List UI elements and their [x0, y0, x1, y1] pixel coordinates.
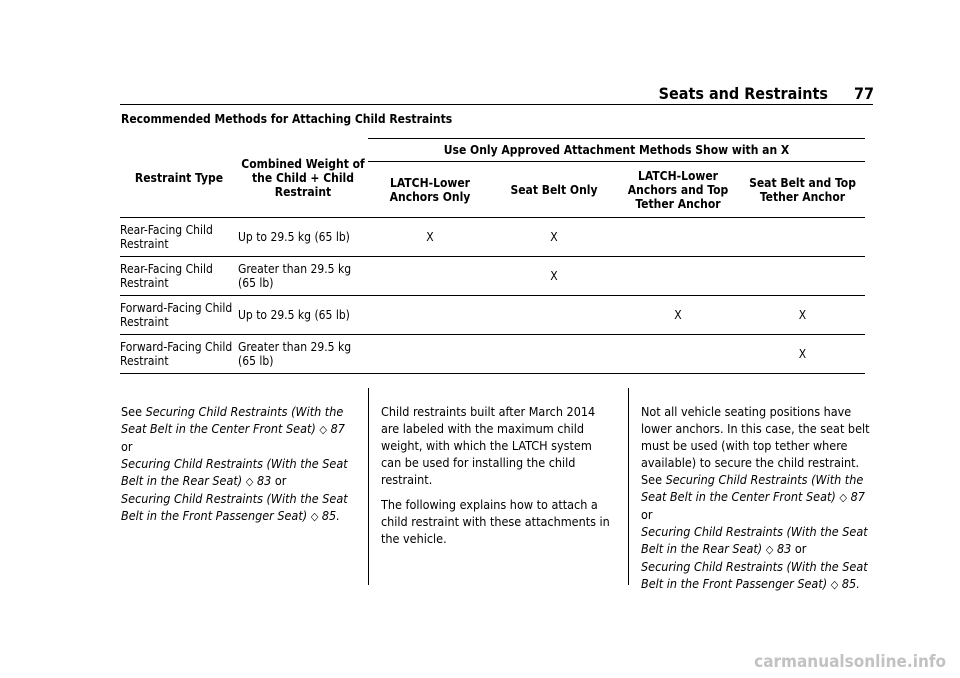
page-reference-arrow-icon: ◇ — [245, 475, 254, 488]
page-reference-arrow-icon: ◇ — [765, 543, 774, 556]
cell-weight: Greater than 29.5 kg (65 lb) — [238, 335, 368, 374]
header-restraint-type: Restraint Type — [134, 170, 224, 185]
cross-reference-link[interactable]: Securing Child Restraints (With the Seat Belt in the Front Passenger Seat) — [121, 491, 348, 523]
page-reference[interactable]: 85. — [321, 508, 340, 523]
cell-latch-lower — [368, 257, 492, 296]
child-restraint-table — [120, 138, 865, 374]
cell-seat-belt: X — [492, 257, 616, 296]
page-header — [659, 84, 874, 103]
cross-reference-link[interactable]: Securing Child Restraints (With the Seat Belt in the Front Passenger Seat) — [641, 559, 868, 591]
cell-restraint-type: Forward-Facing Child Restraint — [120, 335, 238, 374]
column-divider — [628, 388, 629, 585]
page-reference[interactable]: 85. — [841, 576, 860, 591]
cell-belt-tether: X — [740, 335, 865, 374]
page-reference[interactable]: 83 — [256, 473, 272, 488]
header-latch-tether: LATCH-Lower Anchors and Top Tether Anchor — [627, 168, 729, 211]
cell-latch-tether: X — [616, 296, 740, 335]
cell-restraint-type: Rear-Facing Child Restraint — [120, 218, 238, 257]
header-divider — [120, 104, 873, 105]
header-combined-weight: Combined Weight of the Child + Child Restraint — [241, 156, 365, 199]
cell-latch-lower — [368, 335, 492, 374]
cross-reference-link[interactable]: Securing Child Restraints (With the Seat Belt in the Center Front Seat) — [641, 472, 864, 504]
page-reference-arrow-icon: ◇ — [310, 510, 319, 523]
header-belt-tether: Seat Belt and Top Tether Anchor — [749, 175, 856, 204]
section-title: Seats and Restraints — [658, 84, 828, 103]
cell-latch-tether — [616, 257, 740, 296]
page-reference-arrow-icon: ◇ — [319, 423, 327, 436]
cell-seat-belt: X — [492, 218, 616, 257]
cell-latch-lower — [368, 296, 492, 335]
page-reference[interactable]: 83 — [776, 541, 792, 556]
paragraph: The following explains how to attach a child restraint with these attachments in the vehicle. — [381, 497, 610, 546]
cell-belt-tether — [740, 257, 865, 296]
cell-seat-belt — [492, 335, 616, 374]
paragraph: Child restraints built after March 2014 are labeled with the maximum child weight, with which the LATCH system can be used for installing the child restraint. — [381, 404, 596, 487]
header-approved-methods: Use Only Approved Attachment Methods Show with an X — [368, 139, 865, 162]
cell-belt-tether: X — [740, 296, 865, 335]
page-reference-arrow-icon: ◇ — [839, 491, 847, 504]
table-row — [120, 296, 865, 335]
text-column-3 — [641, 403, 873, 601]
header-latch-lower: LATCH-Lower Anchors Only — [389, 175, 471, 204]
cell-restraint-type: Forward-Facing Child Restraint — [120, 296, 238, 335]
cross-reference-link[interactable]: Securing Child Restraints (With the Seat Belt in the Rear Seat) — [121, 456, 348, 488]
cross-reference-link[interactable]: Securing Child Restraints (With the Seat Belt in the Rear Seat) — [641, 524, 868, 556]
table-title: Recommended Methods for Attaching Child Restraints — [121, 112, 453, 126]
cross-reference-paragraph: See Securing Child Restraints (With the Seat Belt in the Center Front Seat) ◇ 87 or Securing Child Restraints (With the Seat Belt in the Rear Seat) ◇ 83 or Securing Child Restraints (With the Seat Belt in the Front Passenger Seat) ◇ 85. — [121, 404, 348, 523]
page-reference[interactable]: 87 — [330, 421, 345, 436]
cell-weight: Up to 29.5 kg (65 lb) — [238, 218, 368, 257]
table-row — [120, 218, 865, 257]
text-column-1 — [121, 403, 353, 533]
cell-seat-belt — [492, 296, 616, 335]
watermark: carmanualsonline.info — [754, 652, 946, 672]
cell-belt-tether — [740, 218, 865, 257]
page-reference[interactable]: 87 — [850, 489, 865, 504]
cell-restraint-type: Rear-Facing Child Restraint — [120, 257, 238, 296]
cell-latch-tether — [616, 218, 740, 257]
page-number: 77 — [853, 84, 874, 103]
table-row — [120, 335, 865, 374]
text-column-2 — [381, 403, 613, 555]
cross-reference-link[interactable]: Securing Child Restraints (With the Seat Belt in the Center Front Seat) — [121, 404, 344, 436]
cell-latch-tether — [616, 335, 740, 374]
header-seat-belt: Seat Belt Only — [510, 182, 598, 197]
cell-weight: Greater than 29.5 kg (65 lb) — [238, 257, 368, 296]
cell-weight: Up to 29.5 kg (65 lb) — [238, 296, 368, 335]
cell-latch-lower: X — [368, 218, 492, 257]
column-divider — [368, 388, 369, 585]
page-reference-arrow-icon: ◇ — [830, 578, 839, 591]
table-row — [120, 257, 865, 296]
cross-reference-paragraph: Not all vehicle seating positions have lower anchors. In this case, the seat belt must be used (with top tether where available) to secure the child restraint. See Securing Child Restraints (With the Seat Belt in the Center Front Seat) ◇ 87 or Securing Child Restraints (With the Seat Belt in the Rear Seat) ◇ 83 or Securing Child Restraints (With the Seat Belt in the Front Passenger Seat) ◇ 85. — [641, 404, 870, 591]
